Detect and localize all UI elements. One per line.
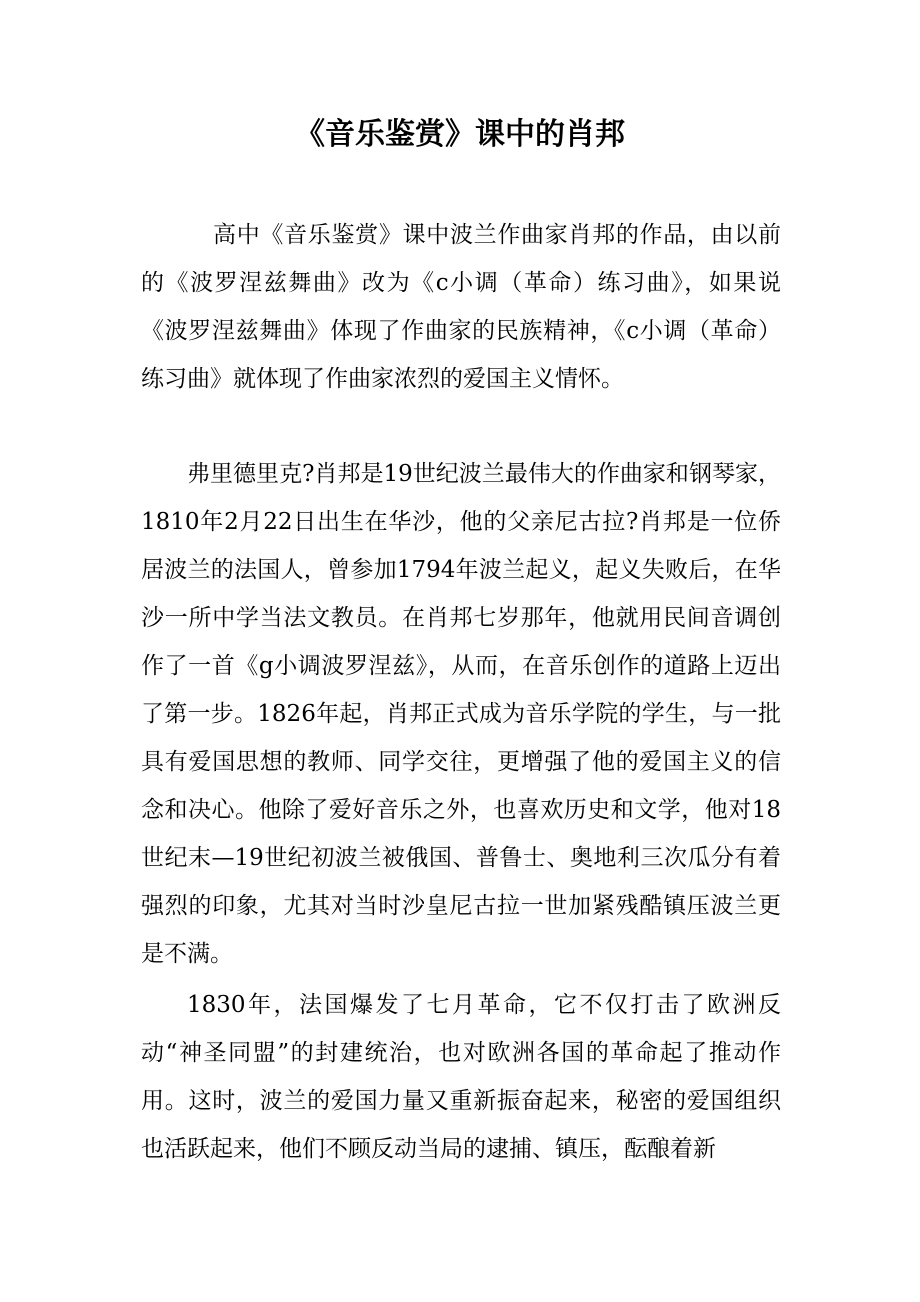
document-title: 《音乐鉴赏》课中的肖邦: [295, 117, 625, 152]
paragraph-biography: 弗里德里克?肖邦是19世纪波兰最伟大的作曲家和钢琴家，1810年2月22日出生在华沙，他的父亲尼古拉?肖邦是一位侨居波兰的法国人，曾参加1794年波兰起义，起义失败后，在华沙一所中学当法文教员。在肖邦七岁那年，他就用民间音调创作了一首《g小调波罗涅兹》，从而，在音乐创作的道路上迈出了第一步。1826年起，肖邦正式成为音乐学院的学生，与一批具有爱国思想的教师、同学交往，更增强了他的爱国主义的信念和决心。他除了爱好音乐之外，也喜欢历史和文学，他对18世纪末—19世纪初波兰被俄国、普鲁士、奥地利三次瓜分有着强烈的印象，尤其对当时沙皇尼古拉一世加紧残酷镇压波兰更是不满。: [141, 461, 781, 967]
paragraph-july-revolution: 1830年，法国爆发了七月革命，它不仅打击了欧洲反动“神圣同盟”的封建统治，也对欧洲各国的革命起了推动作用。这时，波兰的爱国力量又重新振奋起来，秘密的爱国组织也活跃起来，他们不顾反动当局的逮捕、镇压，酝酿着新: [141, 992, 781, 1162]
paragraph-intro: 高中《音乐鉴赏》课中波兰作曲家肖邦的作品，由以前的《波罗涅兹舞曲》改为《c小调（革命）练习曲》，如果说《波罗涅兹舞曲》体现了作曲家的民族精神，《c小调（革命）练习曲》就体现了作曲家浓烈的爱国主义情怀。: [141, 222, 781, 392]
